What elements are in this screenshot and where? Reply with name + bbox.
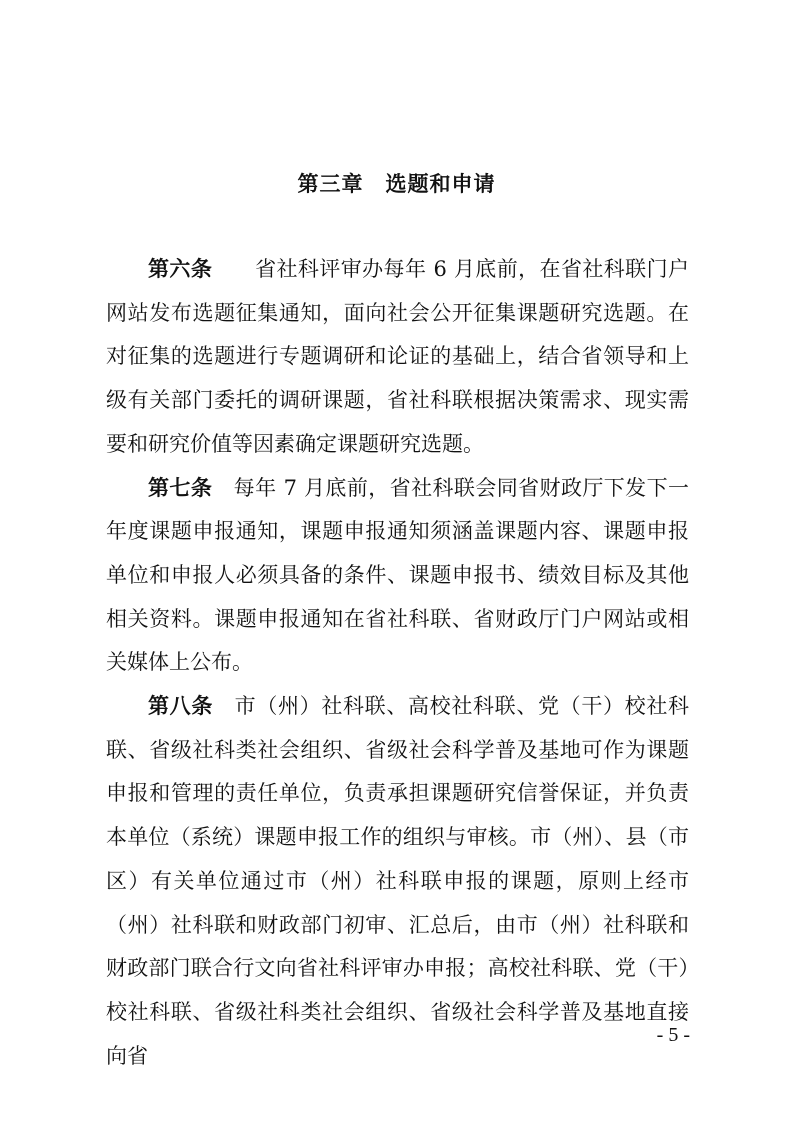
body-text bbox=[106, 248, 689, 1078]
article-paragraph bbox=[106, 248, 689, 467]
article-number: 第七条 bbox=[148, 475, 213, 500]
article-number: 第六条 bbox=[148, 257, 213, 281]
article-text: 市（州）社科联、高校社科联、党（干）校社科联、省级社科类社会组织、省级社会科学普及基地可作为课题申报和管理的责任单位，负责承担课题研究信誉保证，并负责本单位（系统）课题申报工作的组织与审核。市（州）、县（市区）有关单位通过市（州）社科联申报的课题，原则上经市（州）社科联和财政部门初审、汇总后，由市（州）社科联和财政部门联合行文向省社科评审办申报；高校社科联、党（干）校社科联、省级社科类社会组织、省级社会科学普及基地直接向省 bbox=[106, 694, 690, 1068]
article-paragraph bbox=[106, 467, 689, 686]
article-number: 第八条 bbox=[148, 694, 213, 719]
article-text: 每年 7 月底前，省社科联会同省财政厅下发下一年度课题申报通知，课题申报通知须涵盖课题内容、课题申报单位和申报人必须具备的条件、课题申报书、绩效目标及其他相关资料。课题申报通知在省社科联、省财政厅门户网站或相关媒体上公布。 bbox=[106, 475, 690, 675]
chapter-title: 第三章 选题和申请 bbox=[297, 172, 496, 196]
article-text: 省社科评审办每年 6 月底前，在省社科联门户网站发布选题征集通知，面向社会公开征集课题研究选题。在对征集的选题进行专题调研和论证的基础上，结合省领导和上级有关部门委托的调研课题，省社科联根据决策需求、现实需要和研究价值等因素确定课题研究选题。 bbox=[106, 257, 689, 456]
page-number: - 5 - bbox=[656, 1024, 690, 1046]
article-paragraph bbox=[106, 685, 689, 1078]
